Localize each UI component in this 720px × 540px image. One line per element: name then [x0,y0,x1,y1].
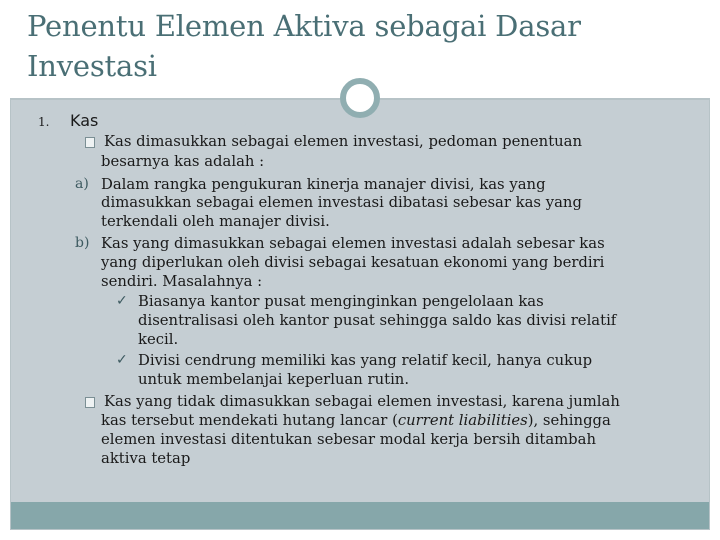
item-b-line: yang diperlukan oleh divisi sebagai kesatuan ekonomi yang berdiri [101,254,605,271]
title-line-1: Penentu Elemen Aktiva sebagai Dasar [27,9,581,43]
checkmark-icon: ✓ [116,352,128,368]
list-number: 1. [38,115,50,129]
box-bullet-icon [85,397,95,408]
item-b-marker: b) [75,235,90,251]
check2-line: untuk membelanjai keperluan rutin. [138,371,410,388]
item-b-line: sendiri. Masalahnya : [101,273,263,290]
check1-line: disentralisasi oleh kantor pusat sehingga saldo kas divisi relatif [138,312,617,329]
bullet1-line: Kas dimasukkan sebagai elemen investasi, pedoman penentuan [104,133,583,150]
current-liabilities-term: current liabilities [397,412,528,429]
title-line-2: Investasi [27,49,157,83]
bullet2-line-text: ), sehingga [527,412,611,429]
box-bullet-icon [85,137,95,148]
item-b-line: Kas yang dimasukkan sebagai elemen investasi adalah sebesar kas [101,235,605,252]
check1-line: kecil. [138,331,179,348]
bullet2-line: aktiva tetap [101,450,191,467]
check2-line: Divisi cendrung memiliki kas yang relatif kecil, hanya cukup [138,352,593,369]
bullet1-line: besarnya kas adalah : [101,153,265,170]
bullet2-line-text: kas tersebut mendekati hutang lancar ( [101,412,398,429]
bullet2-line: Kas yang tidak dimasukkan sebagai elemen investasi, karena jumlah [104,393,620,410]
checkmark-icon: ✓ [116,293,128,309]
item-a-line: terkendali oleh manajer divisi. [101,213,330,230]
bullet2-line: elemen investasi ditentukan sebesar modal kerja bersih ditambah [101,431,597,448]
bullet2-line [101,411,611,430]
check1-line: Biasanya kantor pusat menginginkan pengelolaan kas [138,293,544,310]
item-a-line: dimasukkan sebagai elemen investasi dibatasi sebesar kas yang [101,194,582,211]
item-a-line: Dalam rangka pengukuran kinerja manajer divisi, kas yang [101,176,546,193]
item-a-marker: a) [75,176,89,192]
section-heading: Kas [70,111,99,130]
